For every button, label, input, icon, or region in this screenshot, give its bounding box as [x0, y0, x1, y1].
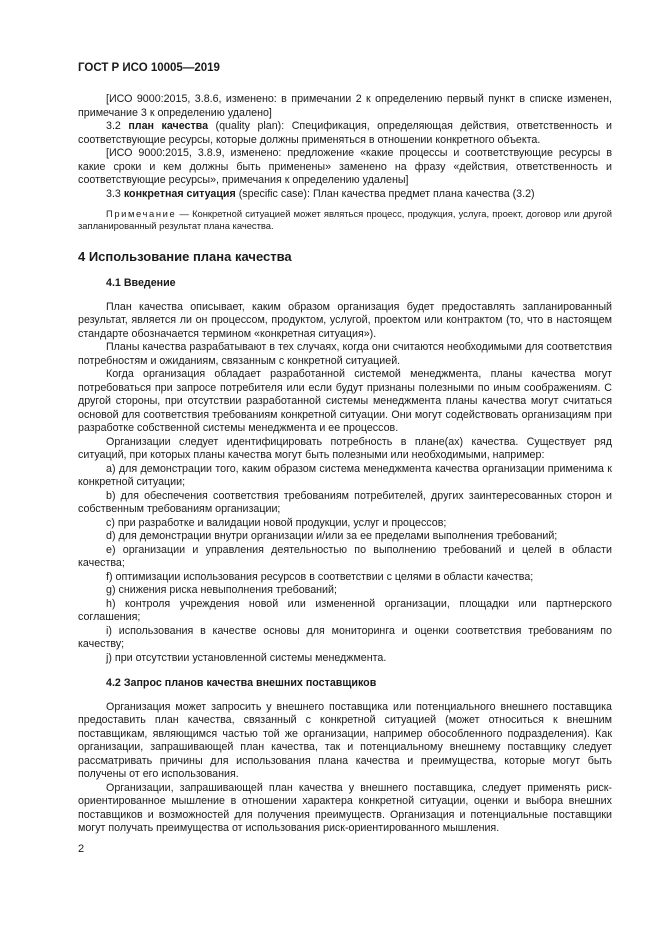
list-item: c) при разработке и валидации новой продукции, услуг и процессов; [106, 516, 447, 529]
subsection-4-1-heading: 4.1 Введение [106, 277, 176, 289]
paragraph: Организация может запросить у внешнего поставщика или потенциального внешнего поставщика предоставить план качества, связанный с конкретной ситуацией (может относиться к внешним поставщикам, являющимся частью той же организации, например обособленного подразделения). Как организации, запрашивающей план качества, так и потенциальному внешнему поставщику следует рассматривать причины для использования плана качества и преимущества, которые могут быть получены от его использования. [78, 700, 612, 780]
definition-text: План качества предмет плана качества (3.2) [312, 187, 535, 200]
subsection-4-2-heading: 4.2 Запрос планов качества внешних поставщиков [106, 677, 377, 689]
list-item: b) для обеспечения соответствия требованиям потребителей, других заинтересованных сторон и собственным требованиям организации; [78, 489, 612, 515]
definition-english-term: (specific case): [238, 187, 310, 200]
list-item: g) снижения риска невыполнения требований; [106, 584, 337, 596]
definition-term: конкретная ситуация [123, 187, 236, 200]
paragraph: Когда организация обладает разработанной системой менеджмента, планы качества могут потребоваться при запросе потребителя или если будут признаны полезными по иным соображениям. С другой стороны, при отсутствии разработанной системы менеджмента планы качества могут считаться основой для соответствия требованиям конкретной ситуации. Они могут содействовать организациям при разработке собственной системы менеджмента и ее процессов. [78, 368, 612, 434]
section-4-heading: 4 Использование плана качества [78, 249, 292, 264]
note-paragraph [78, 208, 612, 232]
paragraph: Организации, запрашивающей план качества у внешнего поставщика, следует применять риск-ориентированное мышление в отношении характера конкретной ситуации, оценки и выбора внешних поставщиков и возможностей для получения преимуществ. Организация и потенциальные поставщики могут получать преимущества от использования риск-ориентированного мышления. [78, 781, 612, 834]
definition-3-2 [78, 120, 612, 147]
definition-3-3 [78, 188, 612, 202]
list-item: a) для демонстрации того, каким образом система менеджмента качества организации применима к конкретной ситуации; [78, 462, 612, 488]
definition-english-term: (quality plan): [215, 120, 285, 132]
definition-term: план качества [128, 120, 209, 132]
list-item: i) использования в качестве основы для мониторинга и оценки соответствия требованиям по качеству; [78, 624, 612, 650]
definition-number: 3.2 [106, 120, 121, 132]
definition-source-3-8-6: [ИСО 9000:2015, 3.8.6, изменено: в примечании 2 к определению первый пункт в списке изменен, примечание 3 к определению удалено] [78, 93, 612, 119]
page-number: 2 [78, 843, 85, 855]
definition-number: 3.3 [106, 187, 121, 200]
paragraph: Планы качества разрабатывают в тех случаях, когда они считаются необходимыми для соответствия потребностям и ожиданиям, связанным с конкретной ситуацией. [78, 341, 612, 367]
definition-source-3-8-9: [ИСО 9000:2015, 3.8.9, изменено: предложение «какие процессы и соответствующие ресурсы в какие сроки и кем должны быть применены» заменено на фразу «действия, ответственность и соответствующие ресурсы», примечания к определению удалены] [78, 147, 612, 186]
list-item: j) при отсутствии установленной системы менеджмента. [106, 651, 387, 664]
list-item: h) контроля учреждения новой или измененной организации, площадки или партнерского соглашения; [78, 597, 612, 623]
note-text: — Конкретной ситуацией может являться процесс, продукция, услуга, проект, договор или другой запланированный результат плана качества. [78, 208, 613, 231]
list-item: d) для демонстрации внутри организации и/или за ее пределами выполнения требований; [106, 530, 558, 542]
paragraph: План качества описывает, каким образом организация будет предоставлять запланированный результат, является ли он процессом, продуктом, услугой, проектом или контрактом (то, что в настоящем стандарте обозначается термином «конкретная ситуация»). [78, 300, 612, 340]
paragraph: Организации следует идентифицировать потребность в плане(ах) качества. Существует ряд ситуаций, при которых планы качества могут быть полезными или необходимыми, например: [78, 435, 612, 461]
list-item: f) оптимизации использования ресурсов в соответствии с целями в области качества; [106, 570, 534, 583]
page-content [78, 93, 612, 836]
document-code-header: ГОСТ Р ИСО 10005—2019 [78, 62, 220, 74]
definition-text: Спецификация, определяющая действия, ответственность и соответствующие ресурсы, которые должны применяться в отношении конкретного объекта. [78, 120, 612, 146]
list-item: e) организации и управления деятельностью по выполнению требований и целей в области качества; [78, 543, 612, 569]
note-label: Примечание [106, 208, 177, 219]
